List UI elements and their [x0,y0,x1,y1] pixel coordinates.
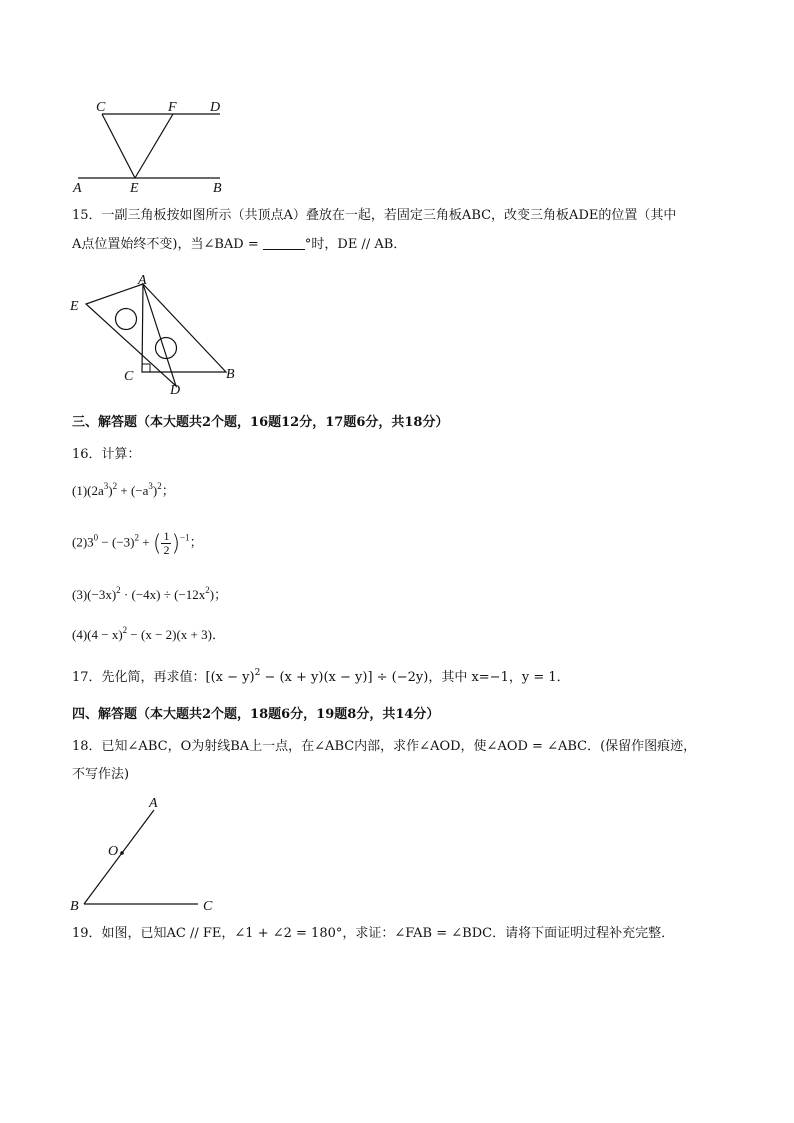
label-a: A [138,273,147,288]
question-16-title: 16．计算： [72,447,141,462]
question-16-part2: $(2)3^0 - (-3)^2$ + ( $\frac{1}{2}$ )$^{-1}$； [72,529,203,557]
label-f: F [168,100,177,115]
figure-q18 [66,792,236,917]
figure-q14 [70,96,240,196]
question-15-line2 [72,234,732,256]
label-e: E [70,299,79,314]
label-d: D [170,383,181,397]
question-16-part4: $(4)(4 - x)^2 - (x - 2)(x + 3)$． [72,625,225,642]
label-a: A [149,796,158,811]
question-18-line2: 不写作法) [72,767,130,782]
label-c: C [203,899,213,914]
label-o: O [108,844,119,859]
question-19: 19．如图，已知AC // FE，∠1 + ∠2 = 180°，求证：∠FAB = ∠BDC．请将下面证明过程补充完整． [72,926,675,941]
section-4-heading: 四、解答题（本大题共2个题，18题6分，19题8分，共14分） [72,707,440,722]
question-17: 17．先化简，再求值：$[(x - y)^2 - (x + y)(x - y)] \div (-2y)$，其中 x=−1，y = 1． [72,668,570,685]
question-15-line1: 15．一副三角板按如图所示（共顶点A）叠放在一起，若固定三角板ABC，改变三角板ADE的位置（其中 [72,208,677,223]
figure-q15 [66,272,246,397]
label-b: B [226,367,235,382]
label-c: C [96,100,106,115]
question-16-part1: $(1)(2a^3)^2 + (-a^3)^2$； [72,481,175,498]
label-b: B [213,181,222,196]
label-d: D [210,100,221,115]
label-b: B [70,899,79,914]
question-15-text-b: °时，DE // AB． [304,237,407,252]
question-16-part3: $(3)(-3x)^2 \cdot (-4x) \div (-12x^2)$； [72,585,228,602]
label-a: A [73,181,82,196]
question-18-line1: 18．已知∠ABC，O为射线BA上一点，在∠ABC内部，求作∠AOD，使∠AOD = ∠ABC．(保留作图痕迹， [72,739,697,754]
section-3-heading: 三、解答题（本大题共2个题，16题12分，17题6分，共18分） [72,415,449,430]
label-e: E [130,181,139,196]
fraction-one-half: $\frac{1}{2}$ [163,529,170,557]
answer-blank[interactable] [263,235,305,250]
label-c: C [124,369,134,384]
question-15-text-a: A点位置始终不变)，当∠BAD = [72,237,259,252]
